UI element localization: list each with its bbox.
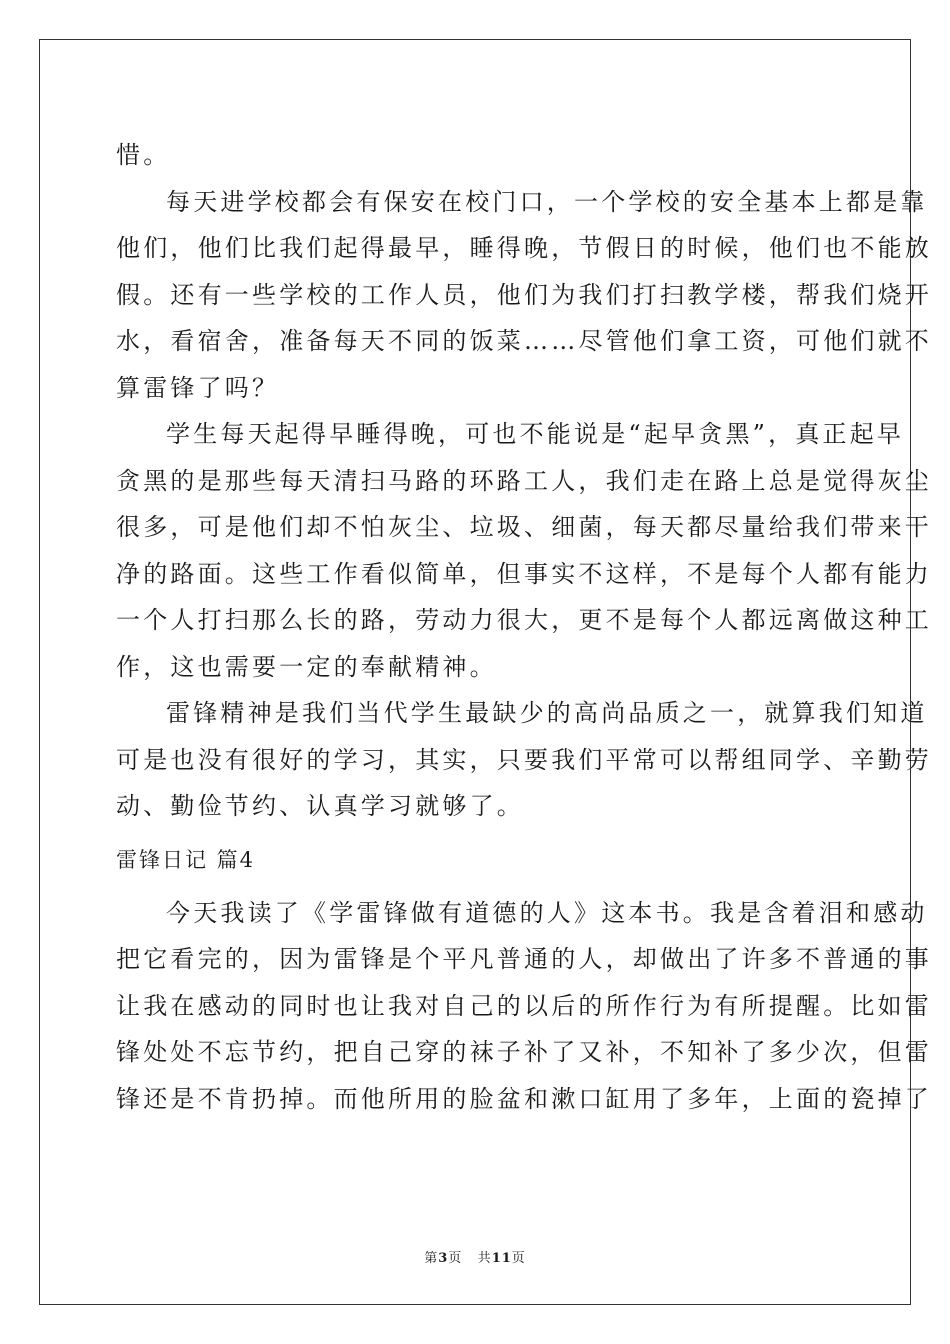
- text-line: 净的路面。这些工作看似简单，但事实不这样，不是每个人都有能力: [116, 559, 932, 588]
- text-line: 锋还是不肯扔掉。而他所用的脸盆和漱口缸用了多年，上面的瓷掉了: [116, 1084, 932, 1113]
- total-prefix: 共: [477, 1251, 492, 1266]
- page-prefix: 第: [424, 1251, 439, 1266]
- text-line: 把它看完的，因为雷锋是个平凡普通的人，却做出了许多不普通的事: [116, 945, 932, 973]
- page-footer: [0, 1247, 950, 1266]
- text-line: 算雷锋了吗？: [116, 373, 280, 402]
- text-line: 动、勤俭节约、认真学习就够了。: [116, 792, 524, 820]
- total-suffix: 页: [511, 1251, 526, 1266]
- text-line: 一个人打扫那么长的路，劳动力很大，更不是每个人都远离做这种工: [116, 606, 932, 634]
- page-number: 3: [438, 1251, 449, 1266]
- text-line: 可是也没有很好的学习，其实，只要我们平常可以帮组同学、辛勤劳: [116, 745, 932, 774]
- text-line: 雷锋精神是我们当代学生最缺少的高尚品质之一，就算我们知道: [166, 699, 928, 727]
- text-line: 今天我读了《学雷锋做有道德的人》这本书。我是含着泪和感动: [166, 898, 928, 927]
- text-line: 作，这也需要一定的奉献精神。: [116, 652, 497, 681]
- document-body: [116, 132, 932, 1122]
- text-line: 锋处处不忘节约，把自己穿的袜子补了又补，不知补了多少次，但雷: [116, 1038, 932, 1066]
- text-line: 水，看宿舍，准备每天不同的饭菜……尽管他们拿工资，可他们就不: [116, 327, 932, 355]
- text-line: 很多，可是他们却不怕灰尘、垃圾、细菌，每天都尽量给我们带来干: [116, 513, 932, 541]
- page-suffix: 页: [448, 1251, 463, 1266]
- text-line: 惜。: [116, 141, 171, 169]
- section-heading: 雷锋日记 篇4: [116, 847, 256, 872]
- total-pages: 11: [491, 1251, 512, 1266]
- text-line: 每天进学校都会有保安在校门口，一个学校的安全基本上都是靠: [166, 187, 928, 216]
- text-line: 他们，他们比我们起得最早，睡得晚，节假日的时候，他们也不能放: [116, 234, 932, 262]
- text-line: 让我在感动的同时也让我对自己的以后的所作行为有所提醒。比如雷: [116, 991, 932, 1020]
- text-line: 学生每天起得早睡得晚，可也不能说是“起早贪黑”，真正起早: [166, 420, 905, 448]
- text-line: 贪黑的是那些每天清扫马路的环路工人，我们走在路上总是觉得灰尘: [116, 466, 932, 495]
- text-line: 假。还有一些学校的工作人员，他们为我们打扫教学楼，帮我们烧开: [116, 280, 932, 309]
